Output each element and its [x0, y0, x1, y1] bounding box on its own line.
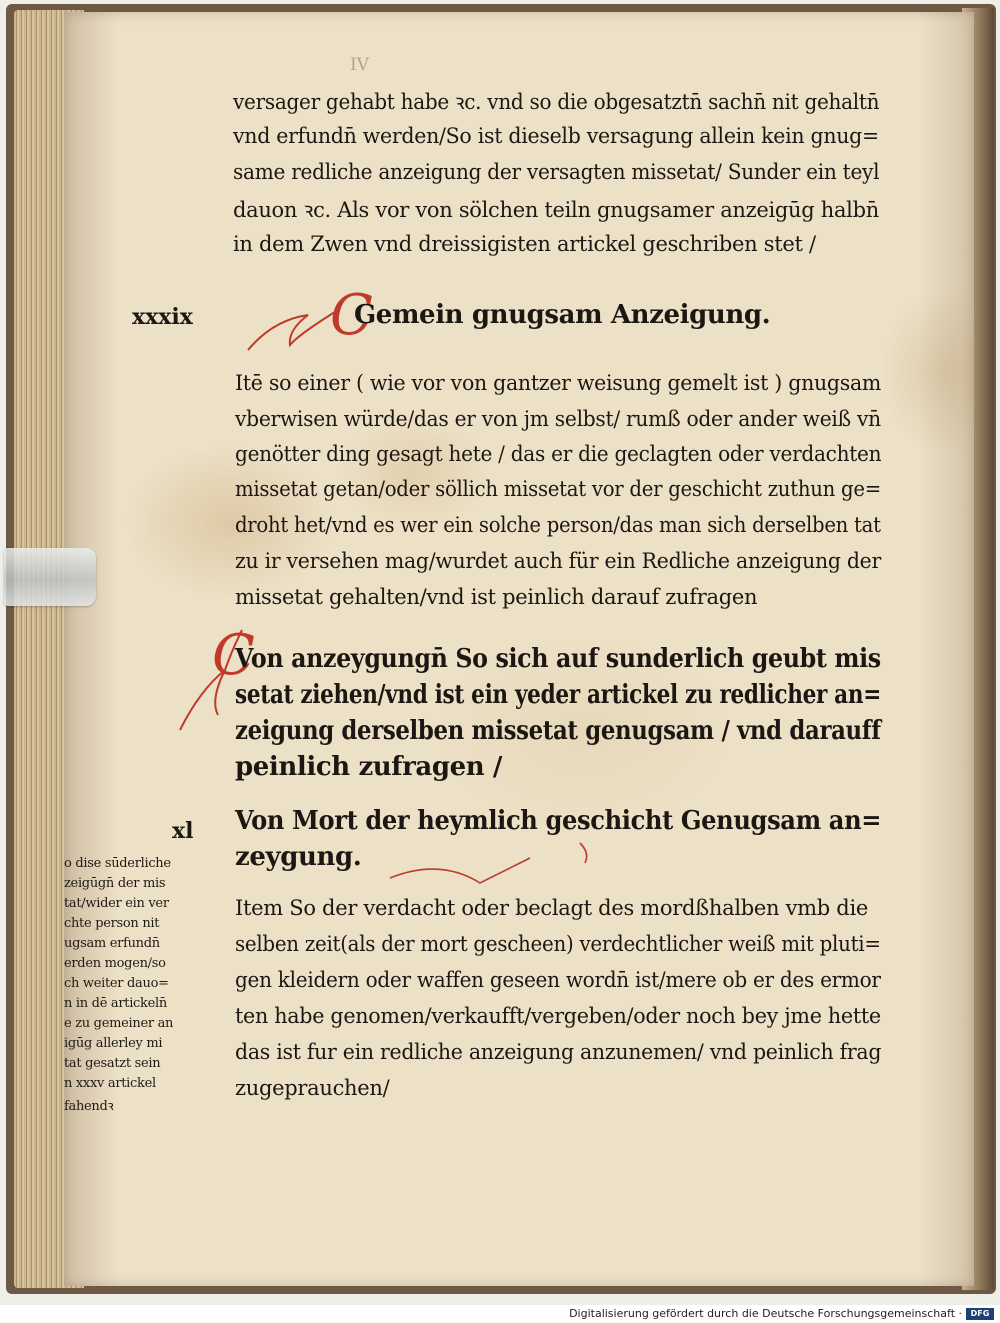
- plastic-clip: [4, 548, 96, 606]
- margin-note-line: tat/wider ein ver: [64, 896, 169, 911]
- paragraph-line: gen kleidern oder waffen geseen wordn̄ ist/mere ob er des ermor: [235, 968, 881, 992]
- heading: Gemein gnugsam Anzeigung.: [354, 300, 771, 330]
- margin-note-line: n in dē artickeln̄: [64, 996, 167, 1011]
- paragraph-line: selben zeit(als der mort gescheen) verdechtlicher weiß mit pluti=: [235, 932, 881, 956]
- top-paragraph-line: vnd erfundn̄ werden/So ist dieselb versagung allein kein gnug=: [233, 124, 879, 148]
- top-paragraph-line: in dem Zwen vnd dreissigisten artickel geschriben stet /: [233, 232, 816, 256]
- paragraph-line: missetat gehalten/vnd ist peinlich darauf zufragen: [235, 585, 758, 609]
- chapter-number: xxxix: [132, 304, 193, 330]
- footer-credit: Digitalisierung gefördert durch die Deutsche Forschungsgemeinschaft ·: [569, 1307, 962, 1320]
- margin-note-line: n xxxv artickel: [64, 1076, 156, 1091]
- top-paragraph-line: same redliche anzeigung der versagten missetat/ Sunder ein teyl: [233, 160, 880, 184]
- section-heading-line: zeigung derselben missetat genugsam / vnd darauff: [235, 716, 881, 746]
- top-paragraph-line: dauon ꝛc. Als vor von sölchen teiln gnugsamer anzeigūg halbn̄: [233, 198, 879, 222]
- paragraph-line: das ist fur ein redliche anzeigung anzunemen/ vnd peinlich frag: [235, 1040, 882, 1064]
- red-flourish: [380, 838, 600, 898]
- margin-note-line: chte person nit: [64, 916, 160, 931]
- margin-note-line: erden mogen/so: [64, 956, 166, 971]
- paragraph-line: zu ir versehen mag/wurdet auch für ein Redliche anzeigung der: [235, 549, 881, 573]
- paragraph-line: Item So der verdacht oder beclagt des mordßhalben vmb die: [235, 896, 868, 920]
- chapter-number: xl: [172, 818, 194, 844]
- margin-note-line: tat gesatzt sein: [64, 1056, 161, 1071]
- margin-note-line: e zu gemeiner an: [64, 1016, 174, 1031]
- heading-line: zeygung.: [235, 842, 362, 872]
- rubric-initial: C: [212, 623, 255, 688]
- section-heading-line: Von anzeygungn̄ So sich auf sunderlich geubt mis: [235, 644, 881, 674]
- heading-line: Von Mort der heymlich geschicht Genugsam an=: [235, 806, 882, 836]
- section-heading-line: setat ziehen/vnd ist ein yeder artickel zu redlicher an=: [235, 680, 881, 710]
- margin-note-line: zeigūgn̄ der mis: [64, 876, 166, 891]
- paragraph-line: vberwisen würde/das er von jm selbst/ rumß oder ander weiß vn̄: [235, 407, 881, 431]
- top-paragraph-line: versager gehabt habe ꝛc. vnd so die obgesatztn̄ sachn̄ nit gehaltn̄: [233, 90, 880, 114]
- section-heading-line: peinlich zufragen /: [235, 752, 503, 782]
- margin-note-line: ch weiter dauo=: [64, 976, 169, 991]
- paragraph-line: missetat getan/oder söllich missetat vor der geschicht zuthun ge=: [235, 477, 881, 501]
- margin-note-line: o dise sūderliche: [64, 856, 171, 871]
- paragraph-line: droht het/vnd es wer ein solche person/das man sich derselben tat: [235, 513, 881, 537]
- margin-note-line: igūg allerley mi: [64, 1036, 163, 1051]
- margin-note-line: ugsam erfundn̄: [64, 936, 160, 951]
- rubric-initial: C: [330, 283, 373, 348]
- dfg-logo: DFG: [966, 1308, 994, 1320]
- page-header: IV: [350, 55, 369, 75]
- paragraph-line: Itē so einer ( wie vor von gantzer weisung gemelt ist ) gnugsam: [235, 371, 882, 395]
- paragraph-line: zugeprauchen/: [235, 1076, 390, 1100]
- footer-bar: [0, 1305, 1000, 1323]
- paragraph-line: genötter ding gesagt hete / das er die geclagten oder verdachten: [235, 442, 882, 466]
- paragraph-line: ten habe genomen/verkaufft/vergeben/oder noch bey jme hette: [235, 1004, 881, 1028]
- margin-note-line: fahendꝛ: [64, 1099, 114, 1114]
